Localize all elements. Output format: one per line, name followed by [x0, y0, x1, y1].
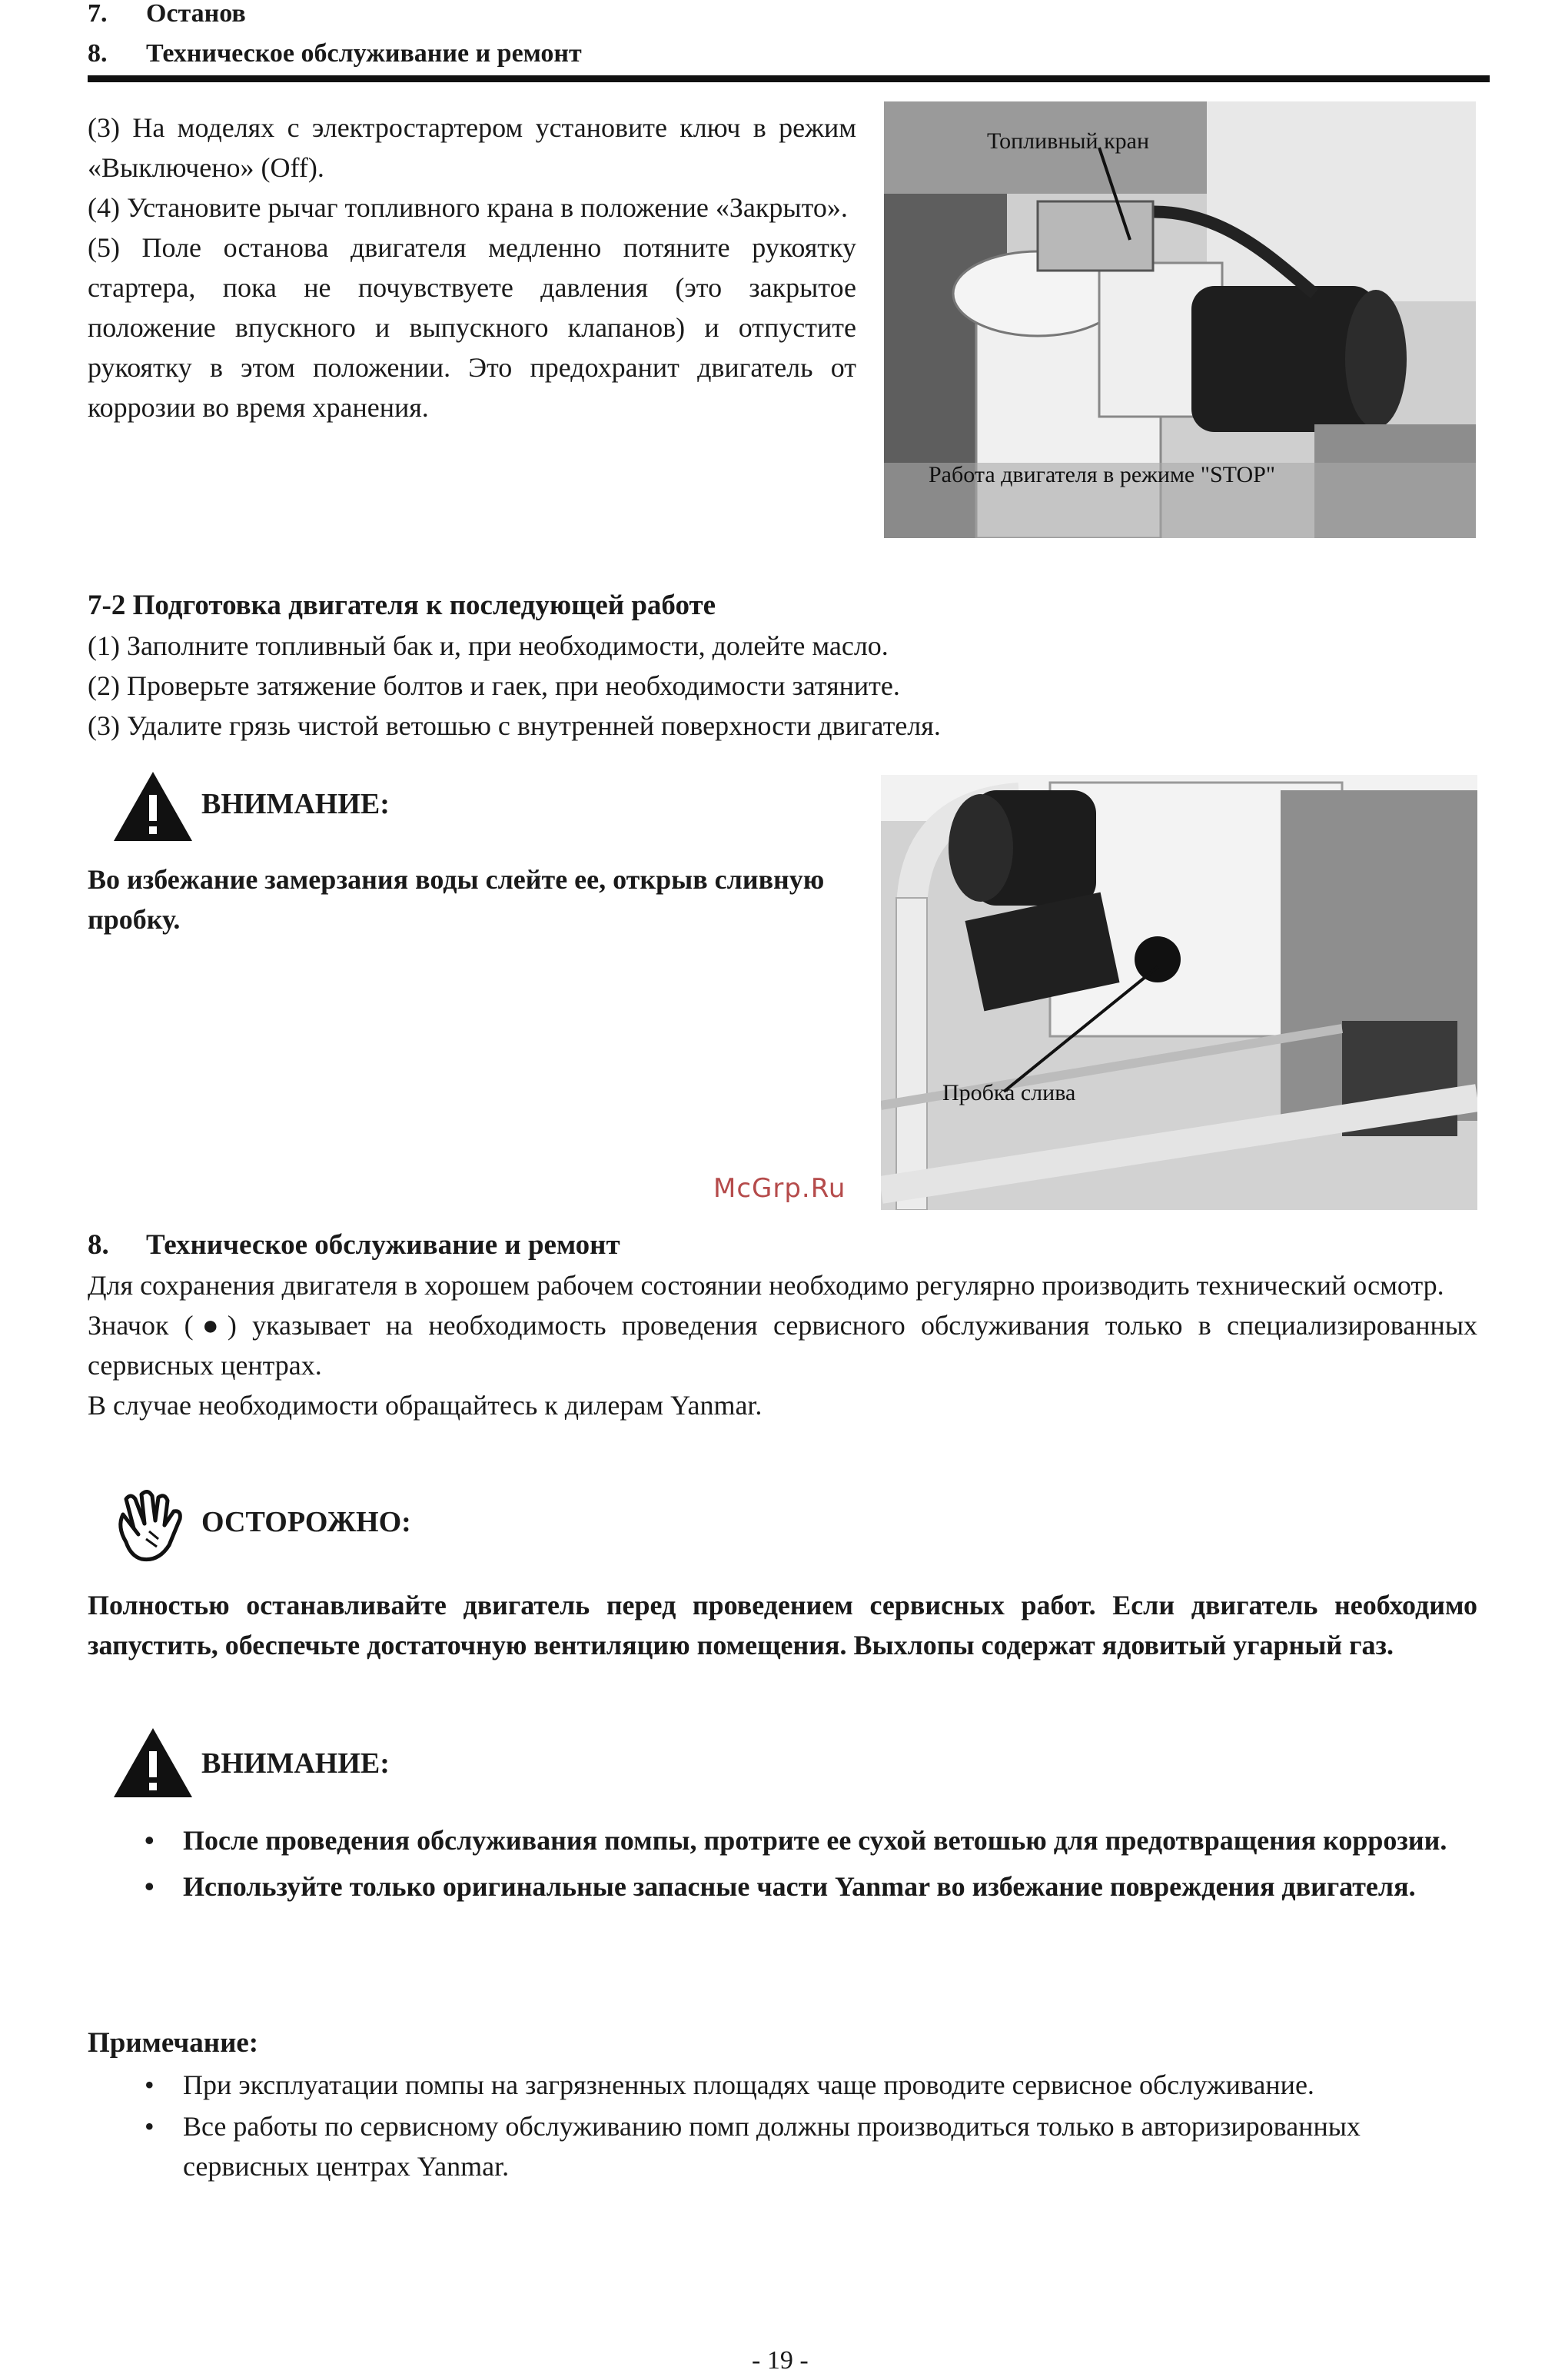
header-title-maintenance: Техническое обслуживание и ремонт [146, 39, 582, 68]
bullet-dot: • [145, 2111, 155, 2142]
section-7-2-item-2: (2) Проверьте затяжение болтов и гаек, при необходимости затяните. [88, 670, 900, 701]
page-number: - 19 - [752, 2346, 809, 2375]
note-title: Примечание: [88, 2027, 259, 2059]
header-title-stop: Останов [146, 0, 246, 28]
warning2-bullet-2-text: Используйте только оригинальные запасные части Yanmar во избежание повреждения двигателя. [183, 1871, 1416, 1902]
header-rule [88, 75, 1490, 82]
section-8-para-2: Значок (●) указывает на необходимость проведения сервисного обслуживания только в специализированных сервисных центрах. [88, 1310, 1477, 1381]
section-7-2-item-1: (1) Заполните топливный бак и, при необходимости, долейте масло. [88, 630, 889, 661]
warning2-bullet-1-text: После проведения обслуживания помпы, протрите ее сухой ветошью для предотвращения коррозии. [183, 1825, 1447, 1856]
bullet-dot: • [145, 1871, 155, 1902]
header-number-8: 8. [88, 39, 108, 68]
caption-stop-mode: Работа двигателя в режиме "STOP" [929, 462, 1276, 487]
note-list [145, 2065, 1397, 2186]
caution-hand-icon [111, 1488, 191, 1565]
caption-drain-plug: Пробка слива [942, 1080, 1076, 1105]
warning2-title: ВНИМАНИЕ: [201, 1747, 390, 1780]
stop-steps [88, 108, 856, 427]
warning2-list [145, 1820, 1477, 1906]
photo-fuel-valve [884, 101, 1476, 538]
section-8-body [88, 1265, 1477, 1425]
photo-drain-plug [881, 775, 1477, 1210]
warning1-text: Во избежание замерзания воды слейте ее, открыв сливную пробку. [88, 864, 825, 935]
section-7-2-item-3: (3) Удалите грязь чистой ветошью с внутренней поверхности двигателя. [88, 710, 941, 741]
section-8-number: 8. [88, 1229, 109, 1261]
pump-illustration [881, 775, 1477, 1210]
header-number-7: 7. [88, 0, 108, 28]
warning1-title: ВНИМАНИЕ: [201, 788, 390, 820]
warning2-bullet-2 [145, 1866, 1477, 1906]
section-8-para-1: Для сохранения двигателя в хорошем рабочем состоянии необходимо регулярно производить технический осмотр. [88, 1270, 1444, 1301]
bullet-dot: • [145, 1825, 155, 1856]
caution-text: Полностью останавливайте двигатель перед проведением сервисных работ. Если двигатель необходимо запустить, обеспечьте достаточную вентиляцию помещения. Выхлопы содержат ядовитый угарный газ. [88, 1590, 1477, 1660]
caution-title: ОСТОРОЖНО: [201, 1506, 411, 1538]
note-bullet-2 [145, 2106, 1397, 2186]
section-8-title [88, 1225, 620, 1265]
caption-fuel-valve: Топливный кран [987, 128, 1150, 154]
section-8-title-text: Техническое обслуживание и ремонт [146, 1229, 620, 1261]
section-8-para-3: В случае необходимости обращайтесь к дилерам Yanmar. [88, 1390, 763, 1421]
note-bullet-1-text: При эксплуатации помпы на загрязненных площадях чаще проводите сервисное обслуживание. [183, 2069, 1314, 2100]
section-7-2-list [88, 626, 1471, 746]
warning-triangle-icon-2 [111, 1725, 195, 1800]
stop-step-3: (3) На моделях с электростартером установите ключ в режим «Выключено» (Off). [88, 112, 856, 183]
warning2-bullet-1 [145, 1820, 1477, 1860]
section-7-2-title: 7-2 Подготовка двигателя к последующей работе [88, 590, 716, 621]
warning-triangle-icon [111, 769, 195, 844]
note-bullet-1 [145, 2065, 1397, 2105]
stop-step-5: (5) Поле останова двигателя медленно потяните рукоятку стартера, пока не почувствуете давления (это закрытое положение впускного и выпускного клапанов) и отпустите рукоятку в этом положении. Это предохранит двигатель от коррозии во время хранения. [88, 232, 856, 423]
watermark: McGrp.Ru [713, 1173, 846, 1204]
note-bullet-2-text: Все работы по сервисному обслуживанию помп должны производиться только в авторизированных сервисных центрах Yanmar. [183, 2111, 1361, 2182]
stop-step-4: (4) Установите рычаг топливного крана в положение «Закрыто». [88, 192, 848, 223]
header-line-7 [88, 0, 246, 34]
bullet-dot: • [145, 2069, 155, 2100]
header-line-8 [88, 34, 582, 74]
